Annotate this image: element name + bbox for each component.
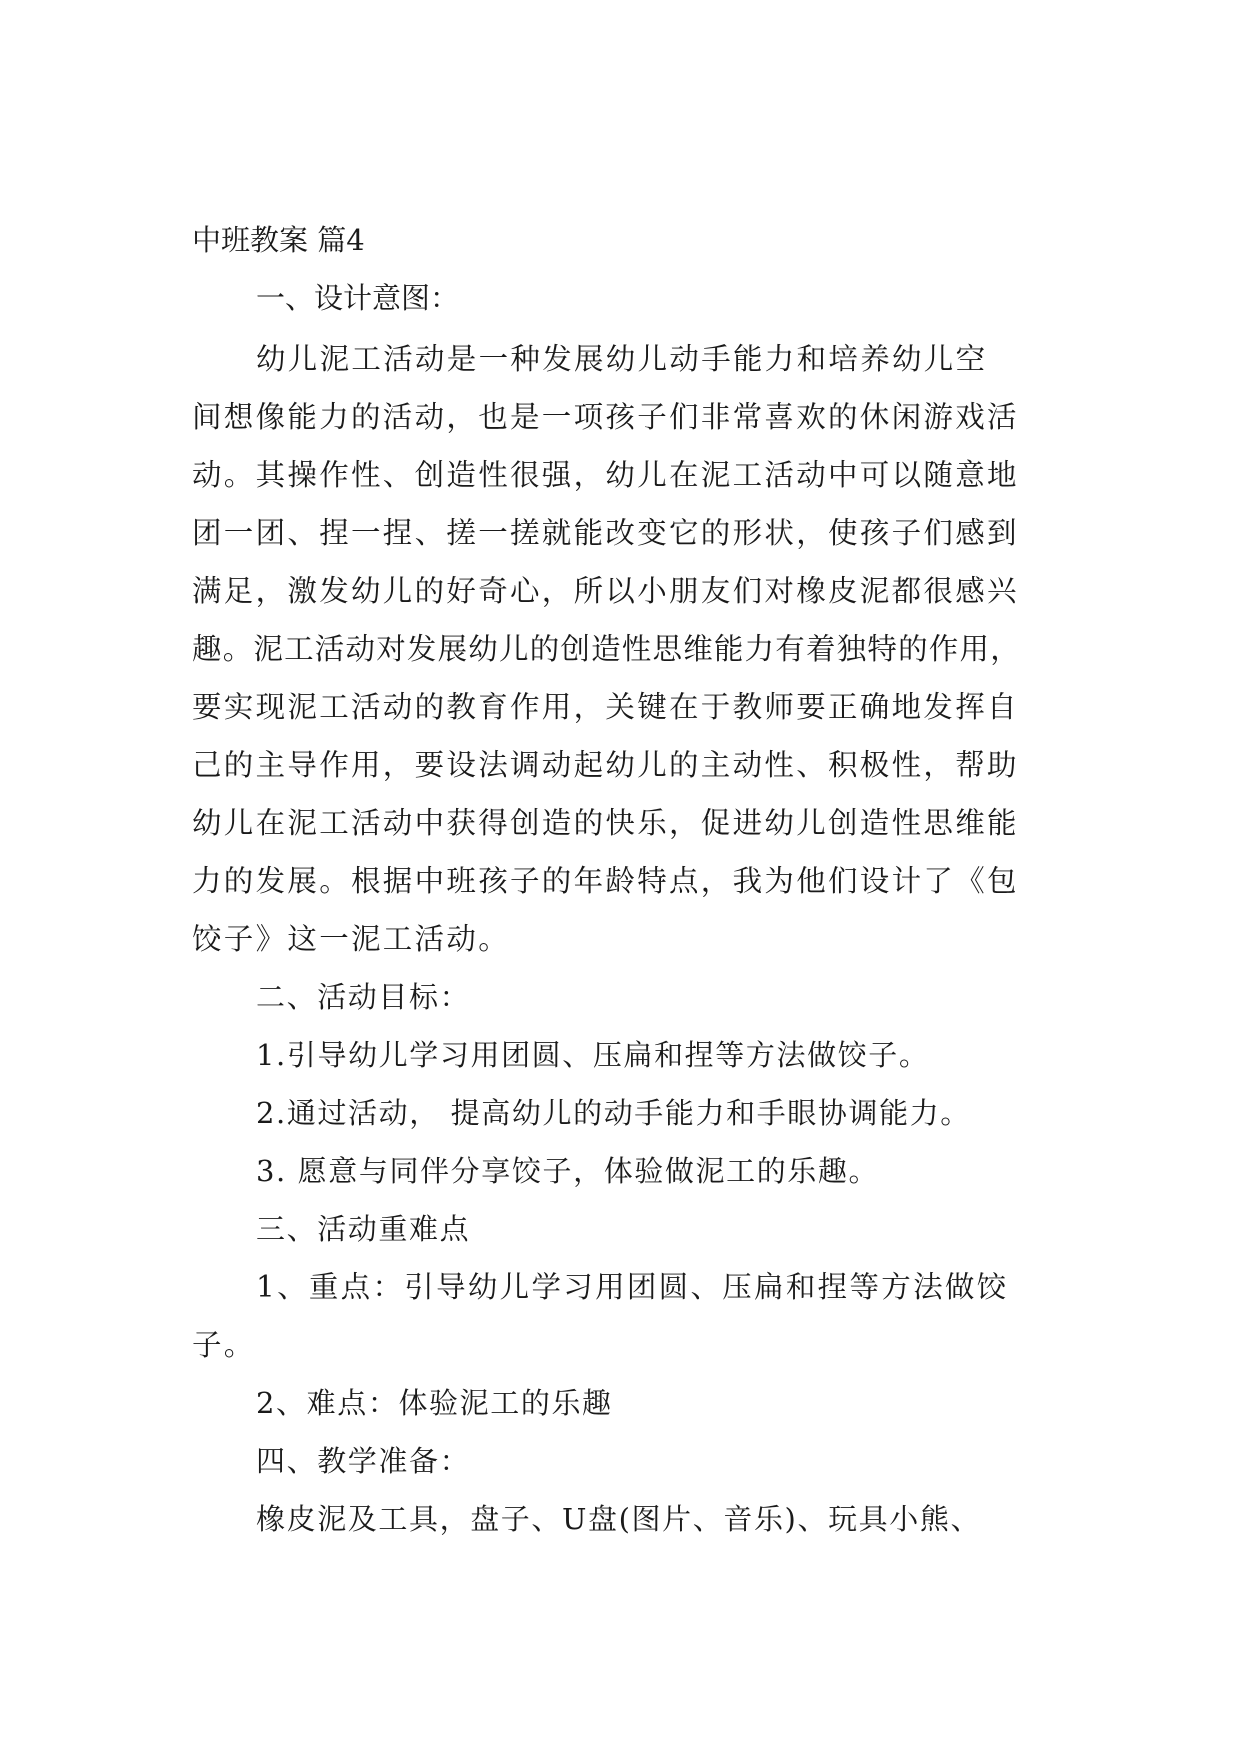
materials-line: 橡皮泥及工具，盘子、U盘(图片、音乐)、玩具小熊、 xyxy=(256,1502,982,1536)
goal-item: 1.引导幼儿学习用团圆、压扁和捏等方法做饺子。 xyxy=(256,1038,930,1072)
document-title: 中班教案 篇4 xyxy=(192,223,365,257)
key-point-line: 1、重点：引导幼儿学习用团圆、压扁和捏等方法做饺 xyxy=(256,1270,1009,1304)
section-heading-key-difficult-points: 三、活动重难点 xyxy=(256,1212,471,1246)
intro-line: 满足，激发幼儿的好奇心，所以小朋友们对橡皮泥都很感兴 xyxy=(192,574,1019,608)
intro-line: 趣。泥工活动对发展幼儿的创造性思维能力有着独特的作用， xyxy=(192,632,1021,666)
document-body xyxy=(192,220,1052,1548)
key-point-paragraph xyxy=(192,1258,1052,1374)
intro-line: 力的发展。根据中班孩子的年龄特点，我为他们设计了《包 xyxy=(192,864,1019,898)
difficulty-item: 2、难点：体验泥工的乐趣 xyxy=(256,1386,613,1420)
intro-line: 饺子》这一泥工活动。 xyxy=(192,922,511,956)
intro-line: 团一团、捏一捏、搓一搓就能改变它的形状，使孩子们感到 xyxy=(192,516,1019,550)
section-heading-design-intent: 一、设计意图： xyxy=(256,281,460,315)
intro-line: 幼儿泥工活动是一种发展幼儿动手能力和培养幼儿空 xyxy=(256,342,988,376)
intro-line: 间想像能力的活动，也是一项孩子们非常喜欢的休闲游戏活 xyxy=(192,400,1019,434)
goal-item: 2.通过活动， 提高幼儿的动手能力和手眼协调能力。 xyxy=(256,1096,971,1130)
key-point-line: 子。 xyxy=(192,1328,256,1362)
intro-line: 幼儿在泥工活动中获得创造的快乐，促进幼儿创造性思维能 xyxy=(192,806,1019,840)
section-heading-activity-goals: 二、活动目标： xyxy=(256,980,471,1014)
goal-item: 3. 愿意与同伴分享饺子，体验做泥工的乐趣。 xyxy=(256,1154,880,1188)
section-heading-teaching-preparation: 四、教学准备： xyxy=(256,1444,471,1478)
intro-line: 己的主导作用，要设法调动起幼儿的主动性、积极性，帮助 xyxy=(192,748,1019,782)
intro-paragraph xyxy=(192,330,1052,968)
intro-line: 要实现泥工活动的教育作用，关键在于教师要正确地发挥自 xyxy=(192,690,1019,724)
intro-line: 动。其操作性、创造性很强，幼儿在泥工活动中可以随意地 xyxy=(192,458,1019,492)
